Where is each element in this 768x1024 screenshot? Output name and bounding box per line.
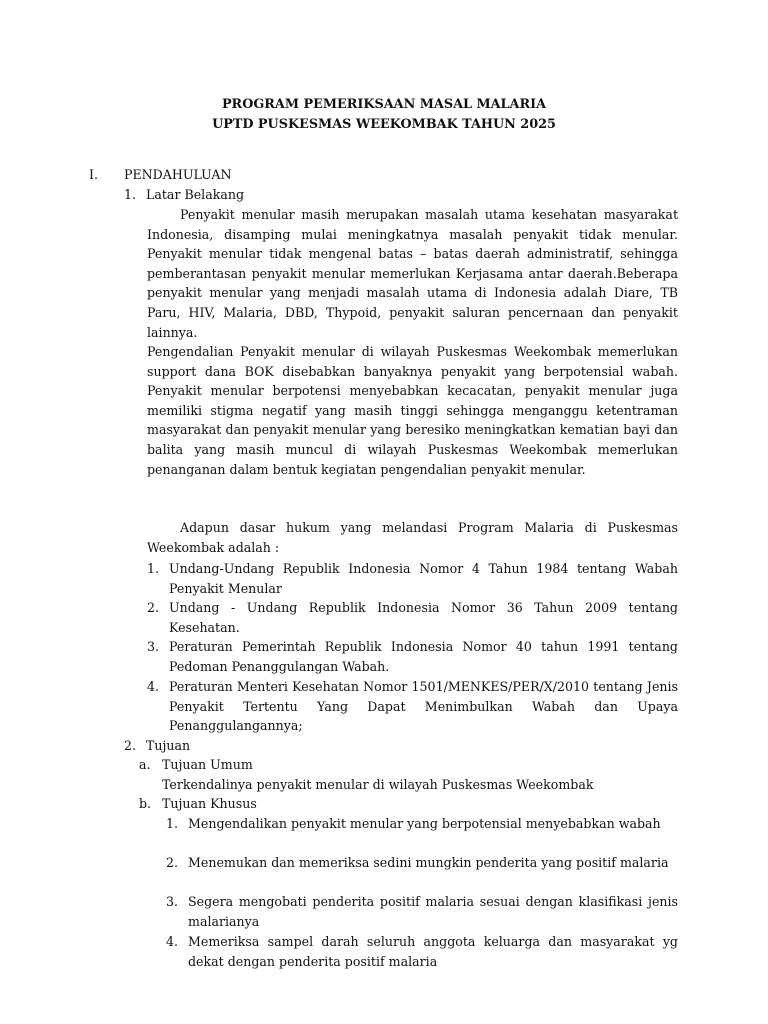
subsection-number: 2. <box>124 738 137 753</box>
document-title-line2: UPTD PUSKESMAS WEEKOMBAK TAHUN 2025 <box>212 117 556 132</box>
list-number: 2. <box>147 600 160 615</box>
section-numeral: I. <box>89 167 98 182</box>
list-item: Memeriksa sampel darah seluruh anggota keluarga dan masyarakat yg dekat dengan penderita positif malaria <box>188 934 678 969</box>
paragraph: Adapun dasar hukum yang melandasi Program Malaria di Puskesmas Weekombak adalah : <box>147 520 678 555</box>
list-number: 2. <box>166 855 179 870</box>
list-number: 3. <box>166 894 179 909</box>
sub-heading: Tujuan Umum <box>162 757 253 772</box>
list-item: Peraturan Pemerintah Republik Indonesia Nomor 40 tahun 1991 tentang Pedoman Penanggulangan Wabah. <box>169 639 678 674</box>
paragraph: Terkendalinya penyakit menular di wilayah Puskesmas Weekombak <box>162 777 594 792</box>
paragraph: Penyakit menular masih merupakan masalah utama kesehatan masyarakat Indonesia, disamping mulai meningkatnya masalah penyakit tidak menular. Penyakit menular tidak mengenal batas – batas daerah administratif, sehingga pemberantasan penyakit menular memerlukan Kerjasama antar daerah.Beberapa penyakit menular yang menjadi masalah utama di Indonesia adalah Diare, TB Paru, HIV, Malaria, DBD, Thypoid, penyakit saluran pencernaan dan penyakit lainnya. <box>147 207 678 340</box>
list-number: 1. <box>166 816 179 831</box>
list-number: 1. <box>147 561 160 576</box>
subsection-heading: Tujuan <box>146 738 191 753</box>
list-item: Segera mengobati penderita positif malaria sesuai dengan klasifikasi jenis malarianya <box>188 894 678 929</box>
list-item: Undang - Undang Republik Indonesia Nomor 36 Tahun 2009 tentang Kesehatan. <box>169 600 678 635</box>
subsection-heading: Latar Belakang <box>146 187 245 202</box>
list-number: 4. <box>147 679 160 694</box>
section-heading: PENDAHULUAN <box>124 167 232 182</box>
list-item: Mengendalikan penyakit menular yang berpotensial menyebabkan wabah <box>188 816 661 831</box>
subsection-number: 1. <box>124 187 137 202</box>
list-item: Undang-Undang Republik Indonesia Nomor 4 Tahun 1984 tentang Wabah Penyakit Menular <box>169 561 678 596</box>
list-item: Peraturan Menteri Kesehatan Nomor 1501/MENKES/PER/X/2010 tentang Jenis Penyakit Tertentu Yang Dapat Menimbulkan Wabah dan Upaya Penanggulangannya; <box>169 679 678 734</box>
paragraph: Pengendalian Penyakit menular di wilayah Puskesmas Weekombak memerlukan support dana BOK disebabkan banyaknya penyakit yang berpotensial wabah. Penyakit menular berpotensi menyebabkan kecacatan, penyakit menular juga memiliki stigma negatif yang masih tinggi sehingga menganggu ketentraman masyarakat dan penyakit menular yang beresiko meningkatkan kematian bayi dan balita yang masih muncul di wilayah Puskesmas Weekombak memerlukan penanganan dalam bentuk kegiatan pengendalian penyakit menular. <box>147 344 678 477</box>
sub-letter: b. <box>139 796 152 811</box>
list-number: 4. <box>166 934 179 949</box>
list-number: 3. <box>147 639 160 654</box>
document-title-line1: PROGRAM PEMERIKSAAN MASAL MALARIA <box>221 97 547 112</box>
sub-letter: a. <box>139 757 151 772</box>
sub-heading: Tujuan Khusus <box>162 796 257 811</box>
list-item: Menemukan dan memeriksa sedini mungkin penderita yang positif malaria <box>188 855 669 870</box>
